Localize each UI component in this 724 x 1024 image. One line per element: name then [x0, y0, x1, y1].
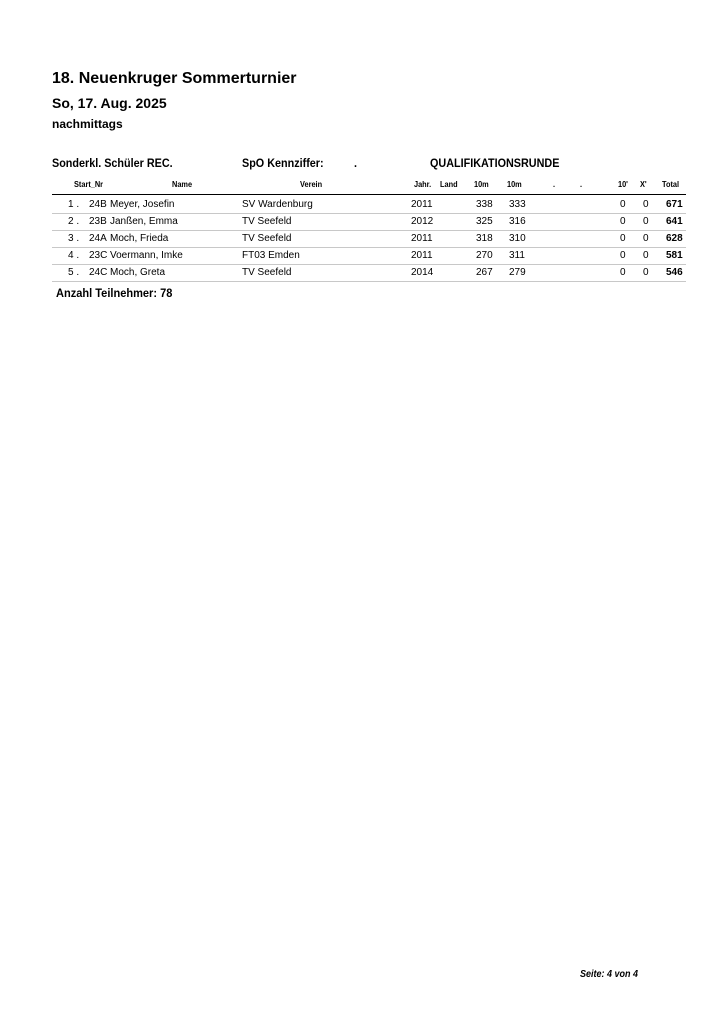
tens-count: 0 — [620, 199, 626, 210]
table-row — [52, 196, 686, 214]
score-distance-2: 316 — [509, 216, 526, 227]
x-count: 0 — [643, 216, 649, 227]
class-name: Sonderkl. Schüler REC. — [52, 156, 173, 170]
club: FT03 Emden — [242, 250, 300, 261]
archer-name: Moch, Greta — [110, 267, 166, 278]
club: SV Wardenburg — [242, 199, 313, 210]
tens-count: 0 — [620, 250, 626, 261]
header-name: Name — [172, 180, 193, 189]
club: TV Seefeld — [242, 233, 292, 244]
page-number: Seite: 4 von 4 — [580, 969, 639, 980]
total-score: 546 — [666, 267, 683, 278]
header-year: Jahr. — [414, 180, 432, 189]
header-total: Total — [662, 180, 680, 189]
rank: 5 . — [68, 267, 80, 278]
participant-count: Anzahl Teilnehmer: 78 — [56, 286, 173, 300]
birth-year: 2011 — [411, 250, 433, 261]
archer-name: Janßen, Emma — [110, 216, 178, 227]
x-count: 0 — [643, 199, 649, 210]
header-divider — [52, 194, 686, 195]
round-label: QUALIFIKATIONSRUNDE — [430, 156, 560, 170]
start-number: 24C — [89, 267, 108, 278]
score-distance-1: 318 — [476, 233, 493, 244]
table-row — [52, 247, 686, 265]
rank: 3 . — [68, 233, 80, 244]
start-number: 23B — [89, 216, 107, 227]
x-count: 0 — [643, 250, 649, 261]
birth-year: 2012 — [411, 216, 434, 227]
score-distance-1: 270 — [476, 250, 493, 261]
total-score: 671 — [666, 199, 683, 210]
archer-name: Meyer, Josefin — [110, 199, 175, 210]
tens-count: 0 — [620, 267, 626, 278]
start-number: 24A — [89, 233, 107, 244]
session-label: nachmittags — [52, 117, 123, 131]
score-distance-2: 311 — [509, 250, 525, 261]
club: TV Seefeld — [242, 216, 292, 227]
score-distance-2: 333 — [509, 199, 526, 210]
archer-name: Voermann, Imke — [110, 250, 183, 261]
birth-year: 2011 — [411, 199, 433, 210]
tens-count: 0 — [620, 216, 626, 227]
rank: 1 . — [68, 199, 80, 210]
score-distance-2: 310 — [509, 233, 526, 244]
header-tens: 10' — [618, 180, 628, 189]
start-number: 23C — [89, 250, 108, 261]
tens-count: 0 — [620, 233, 626, 244]
document-title: 18. Neuenkruger Sommerturnier — [52, 70, 297, 87]
score-distance-2: 279 — [509, 267, 526, 278]
total-score: 628 — [666, 233, 683, 244]
total-score: 581 — [666, 250, 683, 261]
x-count: 0 — [643, 267, 649, 278]
header-distance-1: 10m — [474, 180, 489, 189]
table-row — [52, 230, 686, 248]
event-date: So, 17. Aug. 2025 — [52, 95, 167, 111]
header-distance-2: 10m — [507, 180, 522, 189]
header-club: Verein — [300, 180, 323, 189]
score-distance-1: 325 — [476, 216, 493, 227]
total-score: 641 — [666, 216, 683, 227]
start-number: 24B — [89, 199, 107, 210]
header-x: X' — [640, 180, 647, 189]
spo-value: . — [354, 156, 358, 170]
rank: 4 . — [68, 250, 80, 261]
score-distance-1: 267 — [476, 267, 493, 278]
table-row — [52, 213, 686, 231]
x-count: 0 — [643, 233, 649, 244]
spo-label: SpO Kennziffer: — [242, 156, 324, 170]
archer-name: Moch, Frieda — [110, 233, 169, 244]
header-distance-4: . — [580, 180, 583, 189]
score-distance-1: 338 — [476, 199, 493, 210]
birth-year: 2014 — [411, 267, 434, 278]
birth-year: 2011 — [411, 233, 433, 244]
table-row — [52, 264, 686, 282]
rank: 2 . — [68, 216, 80, 227]
header-country: Land — [440, 180, 458, 189]
header-distance-3: . — [553, 180, 556, 189]
club: TV Seefeld — [242, 267, 292, 278]
header-start-nr: Start_Nr — [74, 180, 104, 189]
